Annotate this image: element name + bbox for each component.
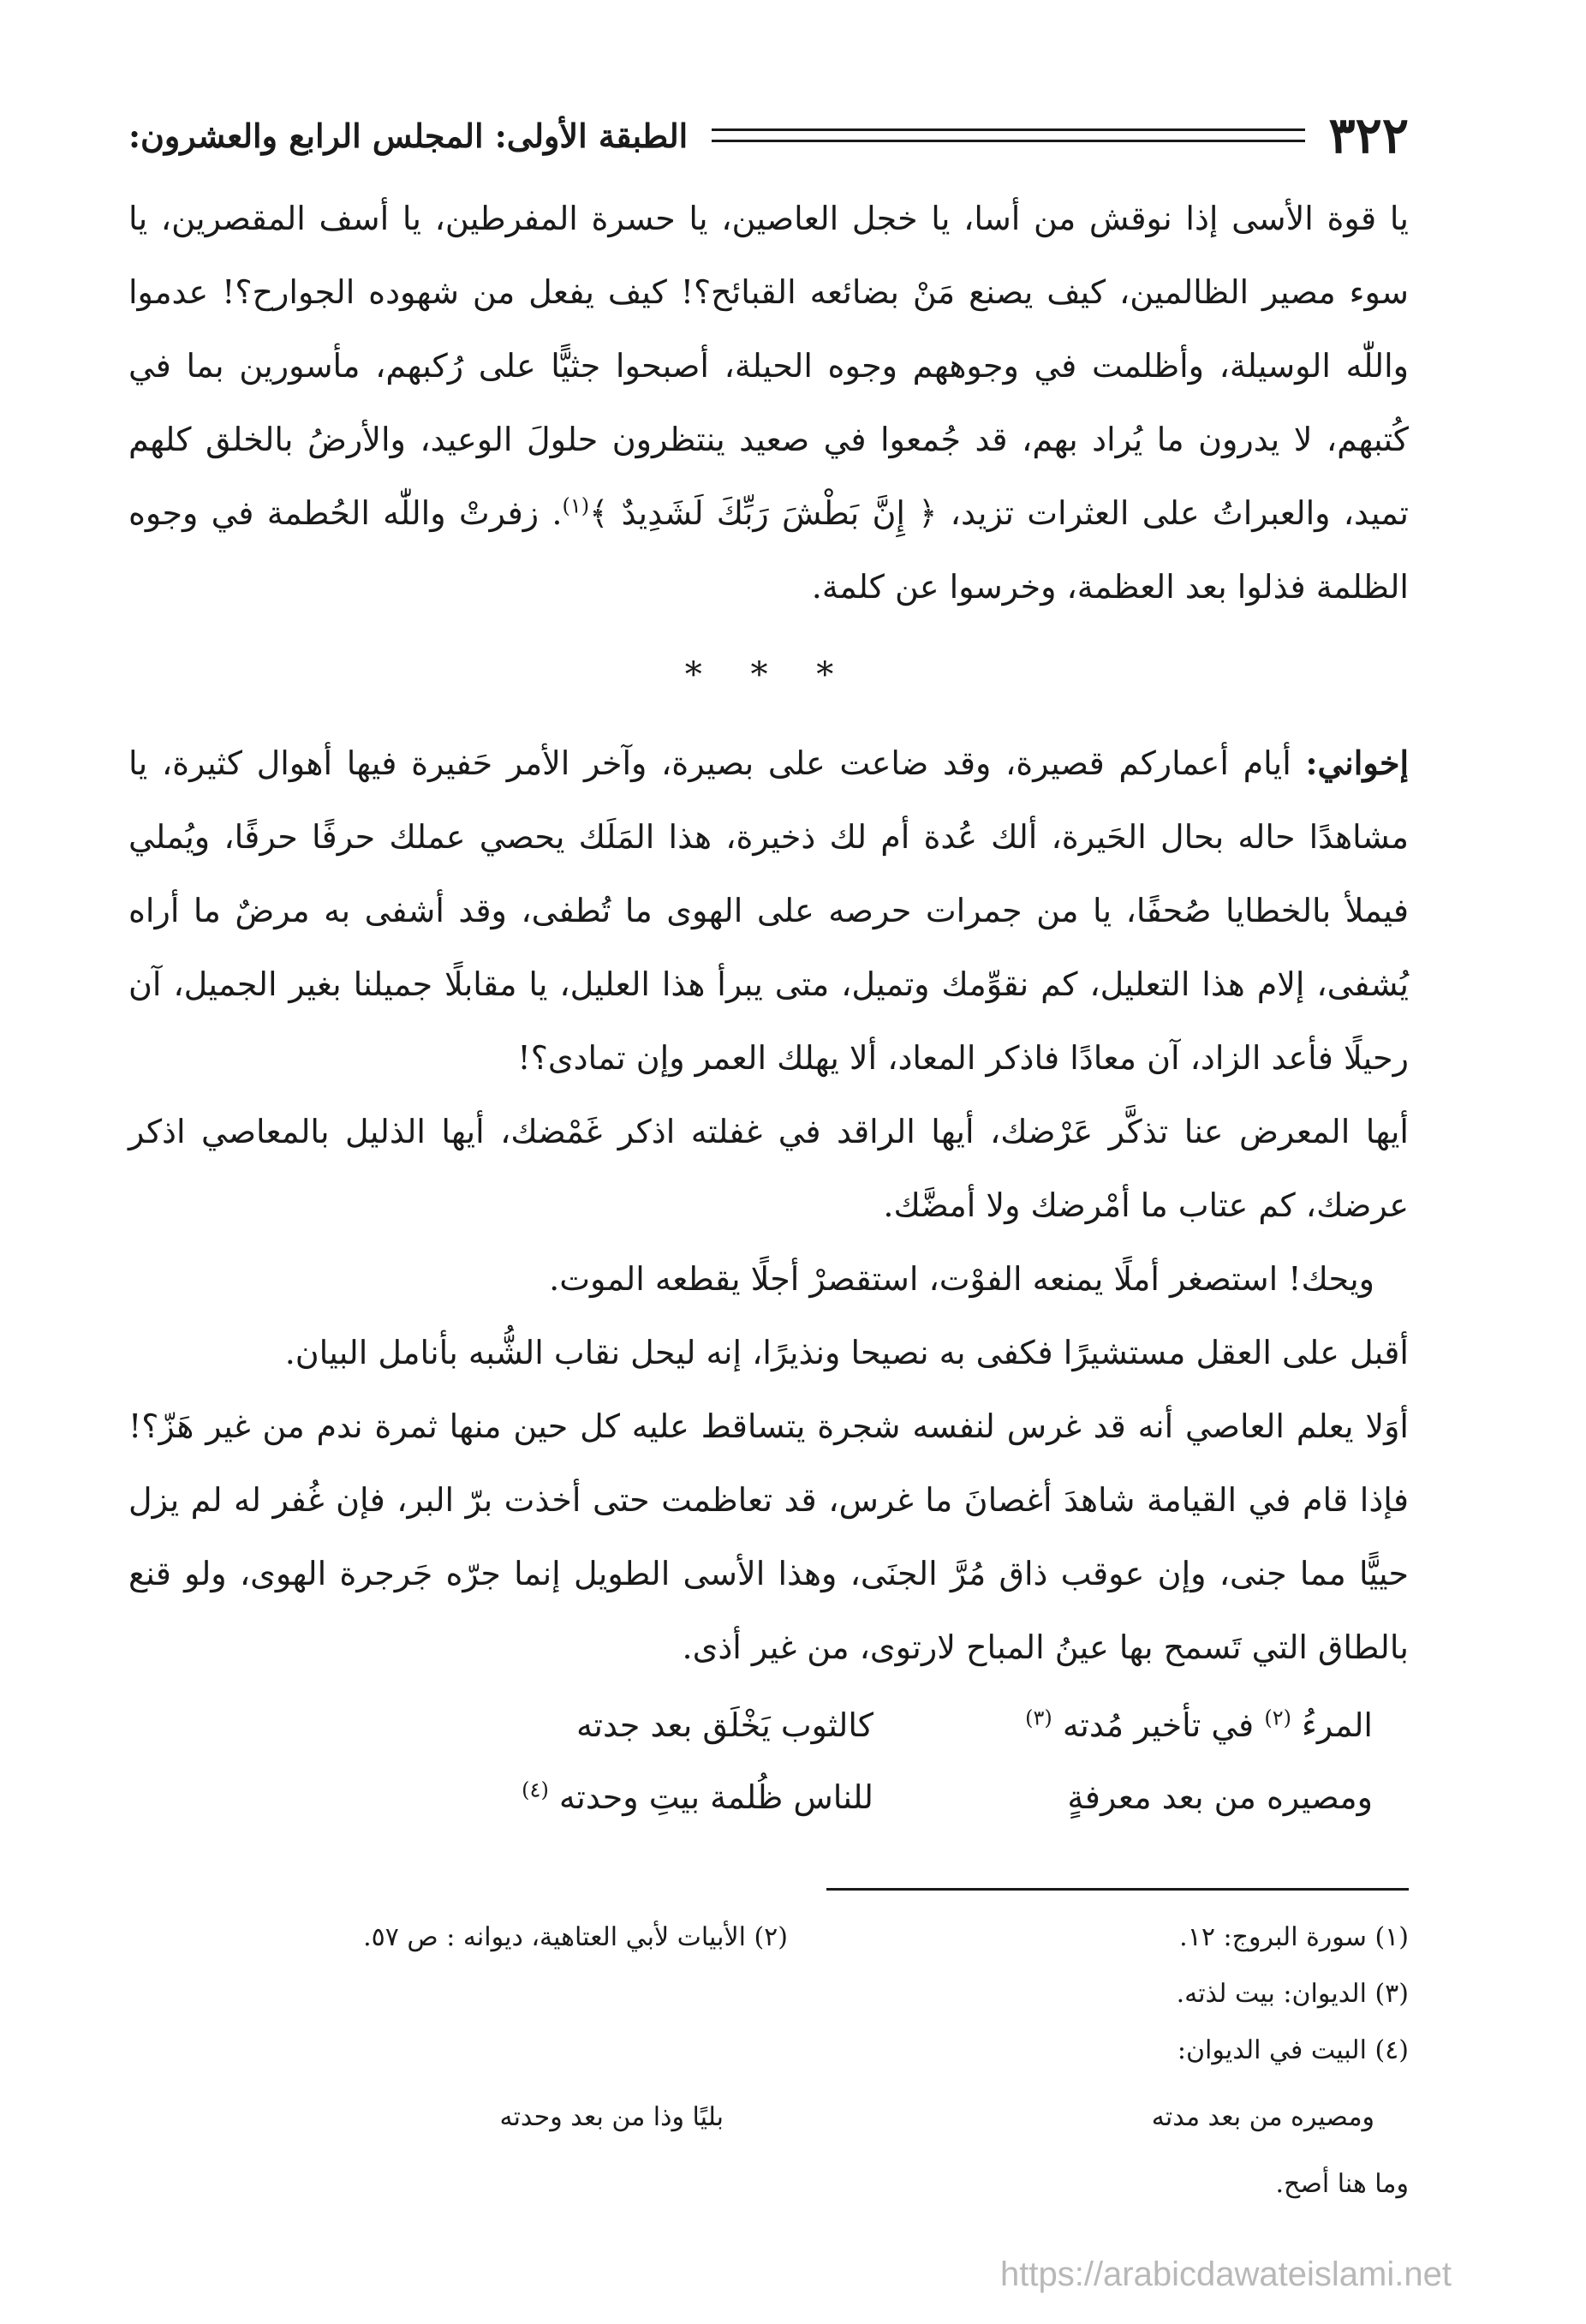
footnote-2: (٢) الأبيات لأبي العتاهية، ديوانه : ص ٥٧. [363, 1921, 788, 1952]
poem [128, 1689, 1409, 1833]
paragraph-5: أقبل على العقل مستشيرًا فكفى به نصيحا ونذيرًا، إنه ليحل نقاب الشُّبه بأنامل البيان. [284, 1334, 1409, 1371]
footnote-divider [826, 1888, 1409, 1891]
verse-second-hemistich [411, 1706, 873, 1744]
hemistich-text: للناس ظُلمة بيتِ وحدته [558, 1778, 873, 1816]
paragraph-2 [128, 726, 1409, 1095]
footnote-row [128, 1909, 1409, 1965]
section-separator: * * * [684, 655, 853, 695]
paragraph-1 [128, 182, 1409, 624]
paragraph-3: أيها المعرض عنا تذكَّر عَرْضك، أيها الراقد في غفلته اذكر غَمْضك، أيها الذليل بالمعاصي اذكر عرضك، كم عتاب ما أمْرضك ولا أمضَّك. [128, 1113, 1409, 1224]
main-text [128, 182, 1409, 1833]
verse-second-hemistich [411, 1778, 873, 1816]
paragraph-4: ويحك! استصغر أملًا يمنعه الفوْت، استقصرْ أجلًا يقطعه الموت. [549, 1260, 1374, 1298]
hemistich-text: ومصيره من بعد معرفةٍ [1067, 1778, 1373, 1816]
footnote-1: (١) سورة البروج: ١٢. [1179, 1921, 1409, 1952]
footnote-verse [128, 2078, 1409, 2155]
footnote-verse-second: بليًا وذا من بعد وحدته [499, 2101, 724, 2132]
hemistich-text: كالثوب يَخْلَق بعد جدته [576, 1706, 873, 1744]
footnote-ref-1: (١) [562, 493, 590, 518]
verse-first-hemistich [910, 1778, 1373, 1816]
paragraph-6: أوَلا يعلم العاصي أنه قد غرس لنفسه شجرة يتساقط عليه كل حين منها ثمرة ندم من غير هَزّ؟! فإذا قام في القيامة شاهدَ أغصانَ ما غرس، قد تعاظمت حتى أخذت برّ البر، فإن غُفر له لم يزل حييًّا مما جنى، وإن عوقب ذاق مُرَّ الجنَى، وهذا الأسى الطويل إنما جرّه جَرجرة الهوى، ولو قنع بالطاق التي تَسمح بها عينُ المباح لارتوى، من غير أذى. [128, 1407, 1409, 1666]
footnote-ref-4: (٤) [522, 1777, 549, 1802]
footnote-ref-2: (٢) [1264, 1706, 1291, 1730]
footnote-verse-first: ومصيره من بعد مدته [1151, 2101, 1374, 2132]
page-header [128, 101, 1409, 170]
footnote-ref-3: (٣) [1025, 1706, 1052, 1730]
watermark-url: https://arabicdawateislami.net [1000, 2255, 1452, 2293]
running-title: الطبقة الأولى: المجلس الرابع والعشرون: [128, 116, 689, 155]
footnote-closing: وما هنا أصح. [1275, 2168, 1409, 2199]
poem-verse [128, 1689, 1409, 1761]
footnotes [128, 1909, 1409, 2212]
paragraph-2-lead: إخواني: [1305, 744, 1409, 782]
hemistich-text: في تأخير مُدته [1062, 1706, 1255, 1744]
page-number: ٣٢٢ [1328, 106, 1409, 164]
paragraph-1-text: يا قوة الأسى إذا نوقش من أسا، يا خجل العاصين، يا حسرة المفرطين، يا أسف المقصرين، يا سوء مصير الظالمين، كيف يصنع مَنْ بضائعه القبائح؟! كيف يفعل من شهوده الجوارح؟! عدموا واللّٰه الوسيلة، وأظلمت في وجوههم وجوه الحيلة، أصبحوا جثيًّا على رُكبهم، مأسورين بما في كُتبهم، لا يدرون ما يُراد بهم، قد جُمعوا في صعيد ينتظرون حلولَ الوعيد، والأرضُ بالخلق كلهم تميد، والعبراتُ على العثرات تزيد، ﴿ إِنَّ بَطْشَ رَبِّكَ لَشَدِيدٌ ﴾ [128, 200, 1409, 532]
paragraph-2-text: أيام أعماركم قصيرة، وقد ضاعت على بصيرة، وآخر الأمر حَفيرة فيها أهوال كثيرة، يا مشاهدًا حاله بحال الحَيرة، ألك عُدة أم لك ذخيرة، هذا المَلَك يحصي عملك حرفًا حرفًا، ويُملي فيملأ بالخطايا صُحفًا، يا من جمرات حرصه على الهوى ما تُطفى، وقد أشفى به مرضٌ ما أراه يُشفى، إلام هذا التعليل، كم نقوِّمك وتميل، متى يبرأ هذا العليل، يا مقابلًا جميلنا بغير الجميل، آن رحيلًا فأعد الزاد، آن معادًا فاذكر المعاد، ألا يهلك العمر وإن تمادى؟! [128, 744, 1409, 1077]
footnote-4: (٤) البيت في الديوان: [1177, 2034, 1409, 2065]
hemistich-text: المرءُ [1302, 1706, 1373, 1744]
header-double-rule [712, 128, 1304, 142]
poem-verse [128, 1761, 1409, 1833]
paragraph-1-tail: . زفرتْ واللّٰه الحُطمة في وجوه الظلمة فذلوا بعد العظمة، وخرسوا عن كلمة. [128, 494, 1409, 606]
verse-first-hemistich [910, 1706, 1373, 1744]
footnote-3: (٣) الديوان: بيت لذته. [1176, 1978, 1409, 2009]
